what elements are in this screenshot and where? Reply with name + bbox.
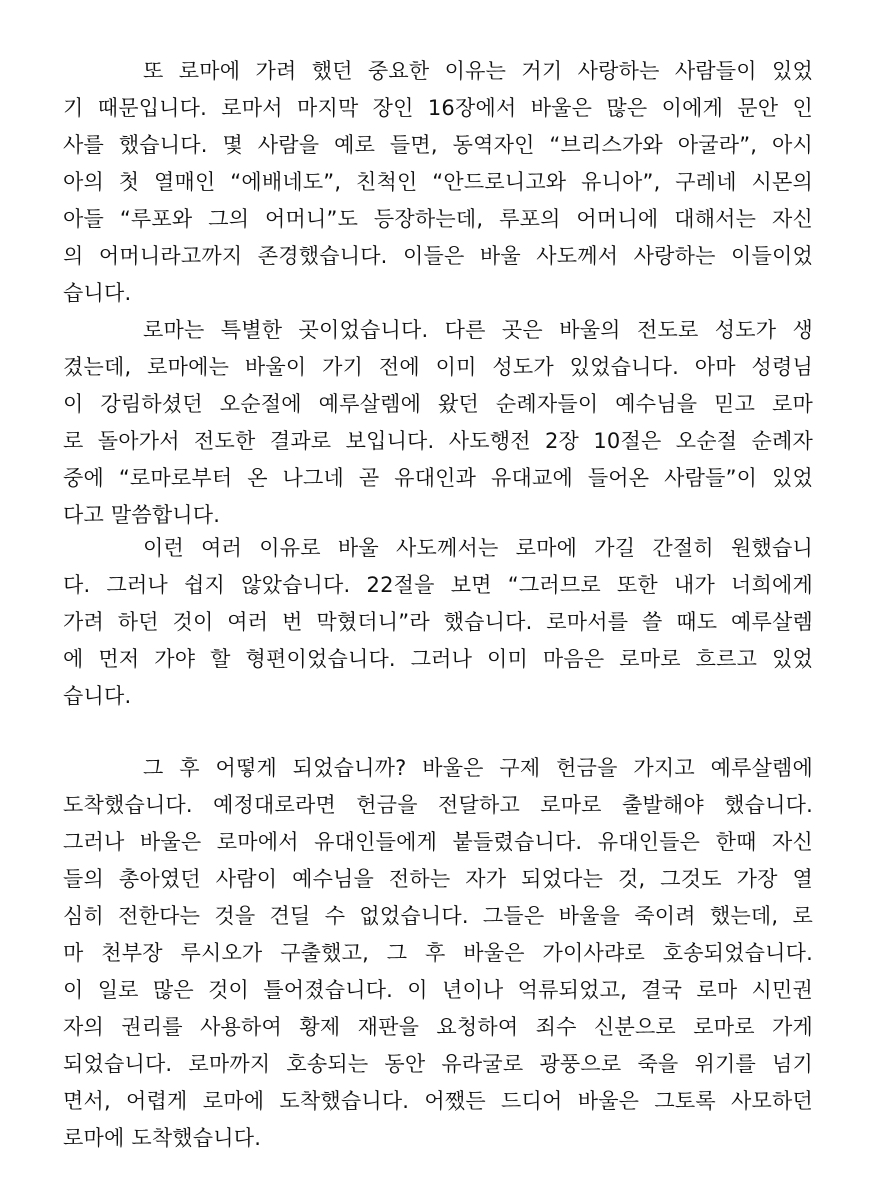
text-line: 습니다. <box>63 684 132 708</box>
text-line: 심히 전한다는 것을 견딜 수 없었습니다. 그들은 바울을 죽이려 했는데, 로 <box>63 904 813 928</box>
paragraph-rome-special-place <box>63 312 813 534</box>
text-line: 겼는데, 로마에는 바울이 가기 전에 이미 성도가 있었습니다. 아마 성령님 <box>63 355 813 379</box>
text-line: 중에 “로마로부터 온 나그네 곧 유대인과 유대교에 들어온 사람들”이 있었 <box>63 466 813 490</box>
text-line: 아들 “루포와 그의 어머니”도 등장하는데, 루포의 어머니에 대해서는 자신 <box>63 207 813 231</box>
text-line: 들의 총아였던 사람이 예수님을 전하는 자가 되었다는 것, 그것도 가장 열 <box>63 867 813 891</box>
text-line: 에 먼저 가야 할 형편이었습니다. 그러나 이미 마음은 로마로 흐르고 있었 <box>63 647 813 671</box>
text-line: 이 일로 많은 것이 틀어졌습니다. 이 년이나 억류되었고, 결국 로마 시민권 <box>63 978 813 1002</box>
paragraph-rome-loved-ones <box>63 53 813 312</box>
text-line: 로 돌아가서 전도한 결과로 보입니다. 사도행전 2장 10절은 오순절 순례자 <box>63 429 813 453</box>
text-line: 이 강림하셨던 오순절에 예루살렘에 왔던 순례자들이 예수님을 믿고 로마 <box>63 392 813 416</box>
text-line: 가려 하던 것이 여러 번 막혔더니”라 했습니다. 로마서를 쓸 때도 예루살렘 <box>63 610 813 634</box>
text-line: 면서, 어렵게 로마에 도착했습니다. 어쨌든 드디어 바울은 그토록 사모하던 <box>63 1089 813 1113</box>
text-line: 기 때문입니다. 로마서 마지막 장인 16장에서 바울은 많은 이에게 문안 인 <box>63 96 813 120</box>
text-line: 다고 말씀합니다. <box>63 503 221 527</box>
text-line: 의 어머니라고까지 존경했습니다. 이들은 바울 사도께서 사랑하는 이들이었 <box>63 244 813 268</box>
text-line: 사를 했습니다. 몇 사람을 예로 들면, 동역자인 “브리스가와 아굴라”, 아시 <box>63 133 813 157</box>
paragraph-journey-to-rome <box>63 750 813 1157</box>
text-line: 자의 권리를 사용하여 황제 재판을 요청하여 죄수 신분으로 로마로 가게 <box>63 1015 813 1039</box>
text-line: 아의 첫 열매인 “에배네도”, 친척인 “안드로니고와 유니아”, 구레네 시몬의 <box>63 170 813 194</box>
text-line: 그러나 바울은 로마에서 유대인들에게 붙들렸습니다. 유대인들은 한때 자신 <box>63 830 813 854</box>
text-line: 이런 여러 이유로 바울 사도께서는 로마에 가길 간절히 원했습니 <box>143 536 813 560</box>
text-line: 다. 그러나 쉽지 않았습니다. 22절을 보면 “그러므로 또한 내가 너희에게 <box>63 573 813 597</box>
text-line: 마 천부장 루시오가 구출했고, 그 후 바울은 가이사랴로 호송되었습니다. <box>63 941 813 965</box>
paragraph-longing-for-rome <box>63 530 813 715</box>
text-line: 그 후 어떻게 되었습니까? 바울은 구제 헌금을 가지고 예루살렘에 <box>143 756 813 780</box>
text-line: 로마에 도착했습니다. <box>63 1126 262 1150</box>
text-line: 도착했습니다. 예정대로라면 헌금을 전달하고 로마로 출발해야 했습니다. <box>63 793 813 817</box>
text-line: 또 로마에 가려 했던 중요한 이유는 거기 사랑하는 사람들이 있었 <box>143 59 813 83</box>
text-line: 로마는 특별한 곳이었습니다. 다른 곳은 바울의 전도로 성도가 생 <box>143 318 813 342</box>
text-line: 습니다. <box>63 281 132 305</box>
text-line: 되었습니다. 로마까지 호송되는 동안 유라굴로 광풍으로 죽을 위기를 넘기 <box>63 1052 813 1076</box>
